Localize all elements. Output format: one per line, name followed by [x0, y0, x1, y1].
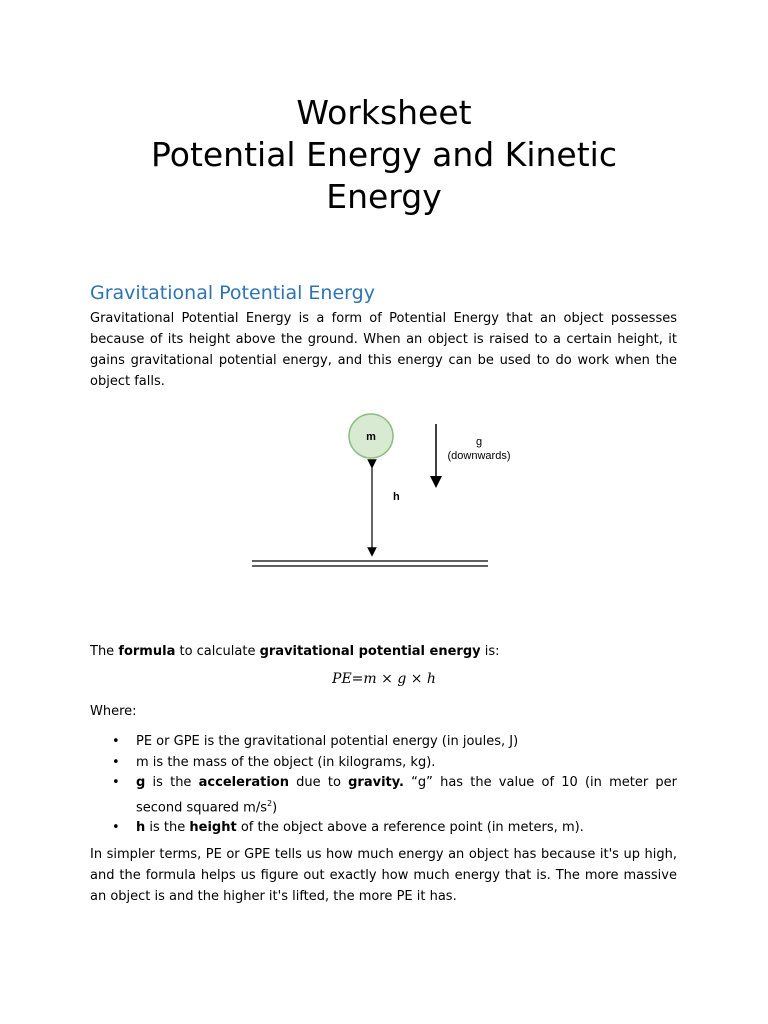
list-item: [90, 753, 677, 774]
term-gravity: gravity.: [348, 775, 404, 790]
bullet-text-g-3: “g” has the value of 10 (in meter per second squared m/s: [136, 775, 677, 815]
gravity-label: g: [475, 436, 483, 448]
superscript-2: 2: [266, 798, 273, 808]
list-item: [90, 732, 677, 753]
intro-paragraph: Gravitational Potential Energy is a form of Potential Energy that an object possesses because of its height above the ground. When an object is raised to a certain height, it gains gravitational potential energy, and this energy can be used to do work when the object falls.: [90, 311, 677, 389]
definition-list: [90, 732, 677, 839]
title-line-2: Potential Energy and Kinetic: [151, 135, 617, 174]
gpe-diagram: [240, 402, 540, 582]
list-item: [90, 773, 677, 818]
title-line-3: Energy: [326, 177, 442, 216]
mass-label: m: [366, 431, 376, 443]
closing-paragraph: In simpler terms, PE or GPE tells us how much energy an object has because it's up high, and the formula helps us figure out exactly how much energy that is. The more massive an object is and the higher it's lifted, the more PE it has.: [90, 847, 677, 904]
gpe-equation: PE=m × g × h: [332, 671, 436, 687]
bullet-icon: •: [112, 754, 120, 770]
bullet-text-h-1: is the: [145, 820, 190, 836]
formula-suffix: is:: [480, 644, 500, 659]
where-label: Where:: [90, 704, 137, 719]
bullet-text-pe: PE or GPE is the gravitational potential energy (in joules, J): [136, 734, 519, 749]
term-h: h: [136, 820, 146, 836]
title-line-1: Worksheet: [296, 93, 472, 132]
formula-intro: [90, 641, 677, 662]
bullet-icon: •: [112, 775, 120, 790]
bullet-text-g-4: ): [272, 799, 278, 815]
formula-prefix: The: [90, 644, 119, 659]
bullet-text-mass: m is the mass of the object (in kilograms, kg).: [136, 754, 436, 770]
page-title: [0, 92, 768, 218]
gpe-term: gravitational potential energy: [259, 644, 481, 659]
bullet-icon: •: [112, 820, 120, 836]
section-heading: Gravitational Potential Energy: [90, 282, 375, 304]
formula-middle: to calculate: [175, 644, 260, 659]
term-acceleration: acceleration: [198, 775, 289, 790]
bullet-text-g-1: is the: [145, 775, 199, 790]
term-height: height: [189, 820, 237, 836]
bullet-text-h-2: of the object above a reference point (in meters, m).: [236, 820, 584, 836]
gravity-note: (downwards): [447, 450, 511, 462]
term-g: g: [136, 775, 146, 790]
bullet-text-g-2: due to: [288, 775, 349, 790]
bullet-icon: •: [112, 734, 120, 749]
height-label: h: [393, 491, 400, 503]
list-item: [90, 818, 677, 839]
formula-word: formula: [118, 644, 176, 659]
